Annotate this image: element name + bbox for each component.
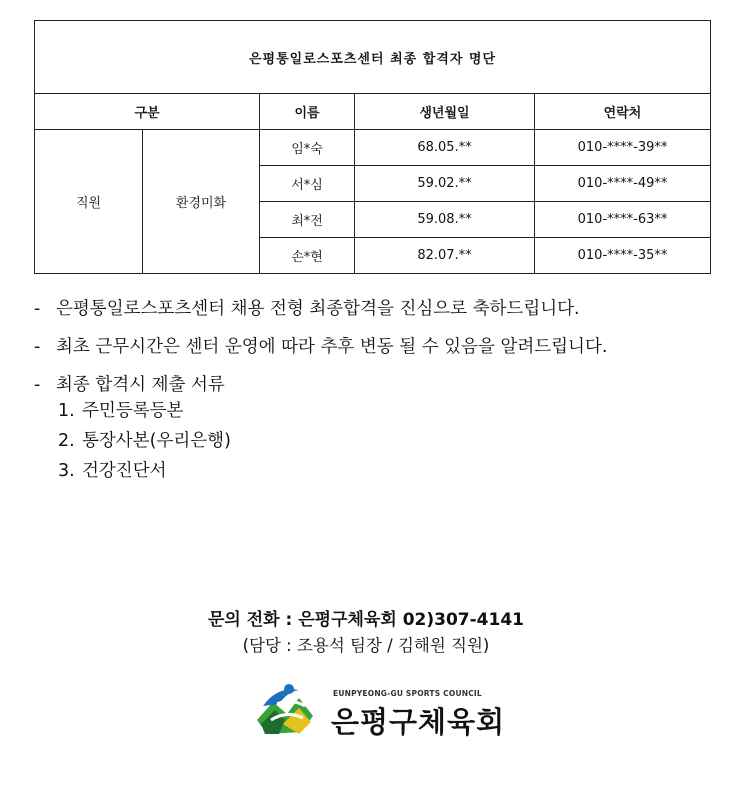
note-item — [34, 290, 714, 328]
header-category: 구분 — [35, 94, 260, 130]
table-title: 은평통일로스포츠센터 최종 합격자 명단 — [35, 21, 711, 94]
list-item — [34, 426, 714, 456]
list-item — [34, 396, 714, 426]
header-name: 이름 — [260, 94, 355, 130]
name-cell: 최*전 — [260, 202, 355, 238]
subgroup-cell: 환경미화 — [143, 130, 260, 274]
logo-english: EUNPYEONG-GU SPORTS COUNCIL — [333, 689, 482, 698]
group-cell: 직원 — [35, 130, 143, 274]
list-text: 주민등록등본 — [82, 401, 184, 421]
table-row — [35, 130, 711, 166]
logo-korean: 은평구체육회 — [331, 705, 506, 739]
phone-cell: 010-****-49** — [535, 166, 711, 202]
note-text: 최종 합격시 제출 서류 — [56, 375, 225, 395]
name-cell: 서*심 — [260, 166, 355, 202]
list-number: 3. — [58, 461, 75, 481]
phone-cell: 010-****-35** — [535, 238, 711, 274]
list-item — [34, 456, 714, 486]
list-text: 통장사본(우리은행) — [82, 431, 231, 451]
phone-cell: 010-****-39** — [535, 130, 711, 166]
result-table — [34, 20, 711, 274]
note-text: 최초 근무시간은 센터 운영에 따라 추후 변동 될 수 있음을 알려드립니다. — [56, 337, 608, 357]
note-bullet: - — [34, 375, 41, 395]
note-bullet: - — [34, 299, 41, 319]
header-contact: 연락처 — [535, 94, 711, 130]
documents-list — [34, 396, 714, 486]
list-text: 건강진단서 — [82, 461, 167, 481]
birth-cell: 59.02.** — [355, 166, 535, 202]
note-bullet: - — [34, 337, 41, 357]
council-logo — [253, 680, 506, 740]
name-cell: 임*숙 — [260, 130, 355, 166]
list-number: 2. — [58, 431, 75, 451]
header-birth: 생년월일 — [355, 94, 535, 130]
contact-person: (담당 : 조용석 팀장 / 김해원 직원) — [242, 636, 490, 655]
note-text: 은평통일로스포츠센터 채용 전형 최종합격을 진심으로 축하드립니다. — [56, 299, 580, 319]
birth-cell: 82.07.** — [355, 238, 535, 274]
name-cell: 손*현 — [260, 238, 355, 274]
notes-section — [34, 290, 714, 486]
phone-cell: 010-****-63** — [535, 202, 711, 238]
list-number: 1. — [58, 401, 75, 421]
note-item — [34, 328, 714, 366]
birth-cell: 59.08.** — [355, 202, 535, 238]
council-emblem-icon — [253, 680, 323, 738]
birth-cell: 68.05.** — [355, 130, 535, 166]
contact-phone: 문의 전화 : 은평구체육회 02)307-4141 — [208, 610, 524, 630]
contact-info — [0, 607, 732, 659]
